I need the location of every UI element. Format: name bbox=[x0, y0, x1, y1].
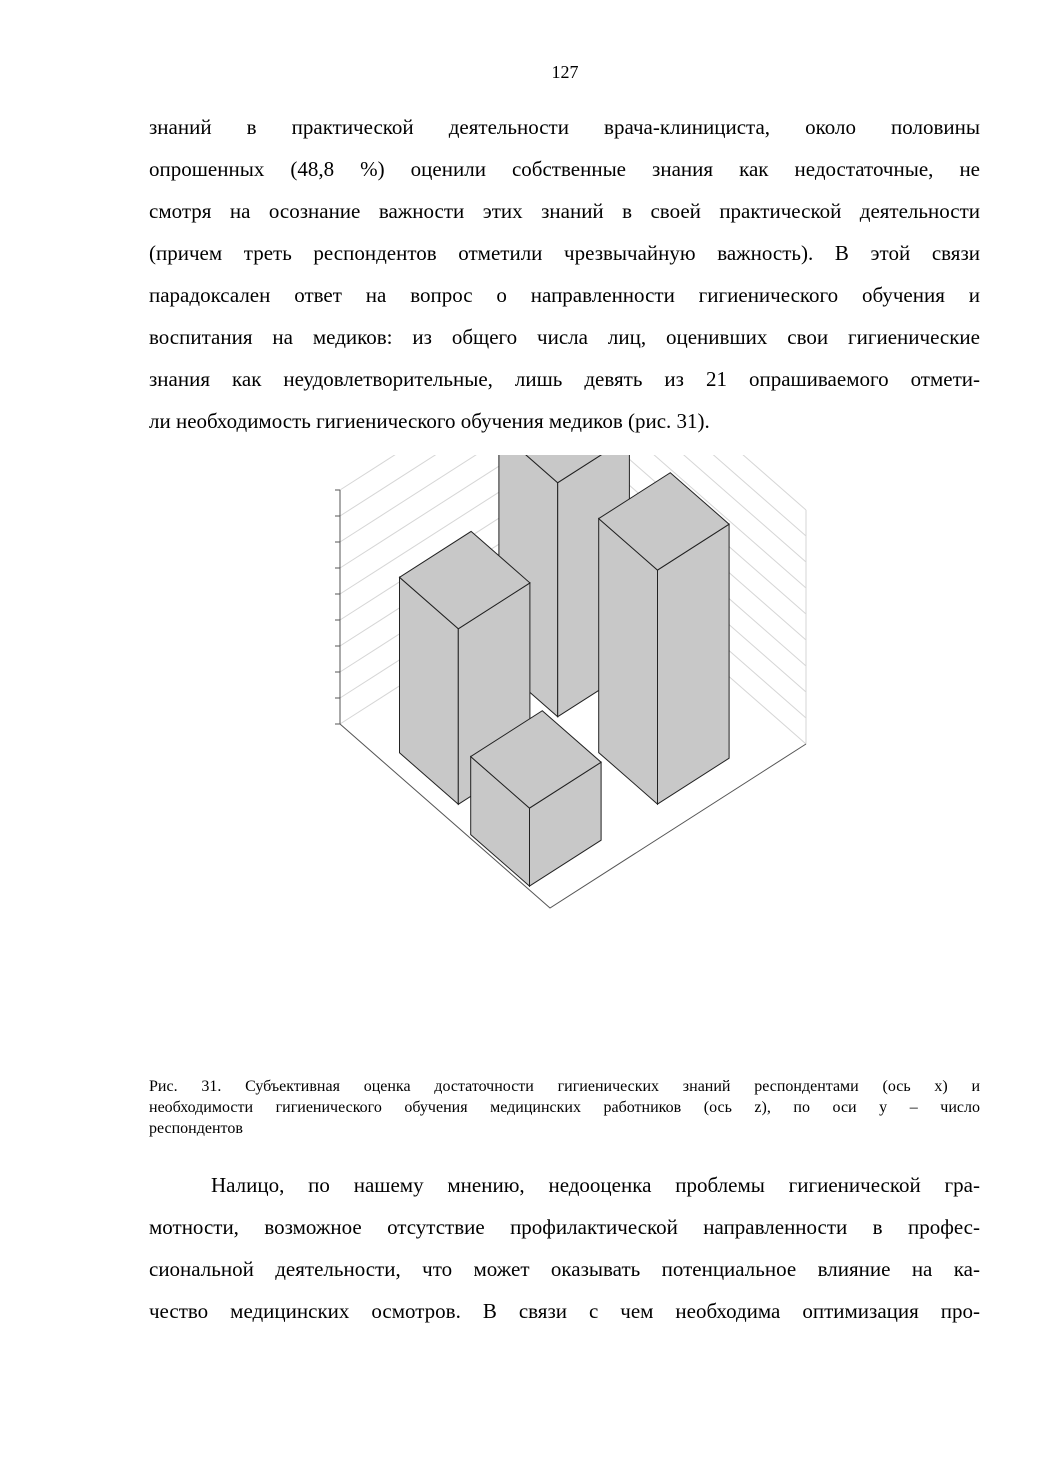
text-line: воспитания на медиков: из общего числа лиц, оценивших свои гигиенические bbox=[149, 325, 980, 349]
text-line: чество медицинских осмотров. В связи с чем необходима оптимизация про- bbox=[149, 1299, 980, 1323]
page-number: 127 bbox=[551, 62, 579, 82]
caption-line: Рис. 31. Субъективная оценка достаточности гигиенических знаний респондентами (ось х) и bbox=[149, 1078, 980, 1095]
text-line: парадоксален ответ на вопрос о направленности гигиенического обучения и bbox=[149, 283, 980, 307]
bar bbox=[599, 473, 729, 804]
caption-line: респондентов bbox=[149, 1120, 243, 1137]
text-line: мотности, возможное отсутствие профилактической направленности в профес- bbox=[149, 1215, 980, 1239]
bar-chart-3d bbox=[300, 455, 860, 965]
text-line: знаний в практической деятельности врача-клинициста, около половины bbox=[149, 115, 980, 139]
chart-bars bbox=[400, 455, 730, 886]
text-line: ли необходимость гигиенического обучения медиков (рис. 31). bbox=[149, 409, 710, 433]
caption-line: необходимости гигиенического обучения медицинских работников (ось z), по оси у – число bbox=[149, 1099, 980, 1116]
paragraph-1 bbox=[149, 106, 980, 442]
figure-caption bbox=[149, 1076, 980, 1139]
text-line: опрошенных (48,8 %) оценили собственные знания как недостаточные, не bbox=[149, 157, 980, 181]
bar-face-right bbox=[658, 524, 730, 804]
text-line: Налицо, по нашему мнению, недооценка проблемы гигиенической гра- bbox=[211, 1173, 980, 1197]
paragraph-2 bbox=[149, 1164, 980, 1332]
text-line: (причем треть респондентов отметили чрезвычайную важность). В этой связи bbox=[149, 241, 980, 265]
figure-31 bbox=[300, 455, 860, 965]
text-line: знания как неудовлетворительные, лишь девять из 21 опрашиваемого отмети- bbox=[149, 367, 980, 391]
text-line: смотря на осознание важности этих знаний в своей практической деятельности bbox=[149, 199, 980, 223]
text-line: сиональной деятельности, что может оказывать потенциальное влияние на ка- bbox=[149, 1257, 980, 1281]
